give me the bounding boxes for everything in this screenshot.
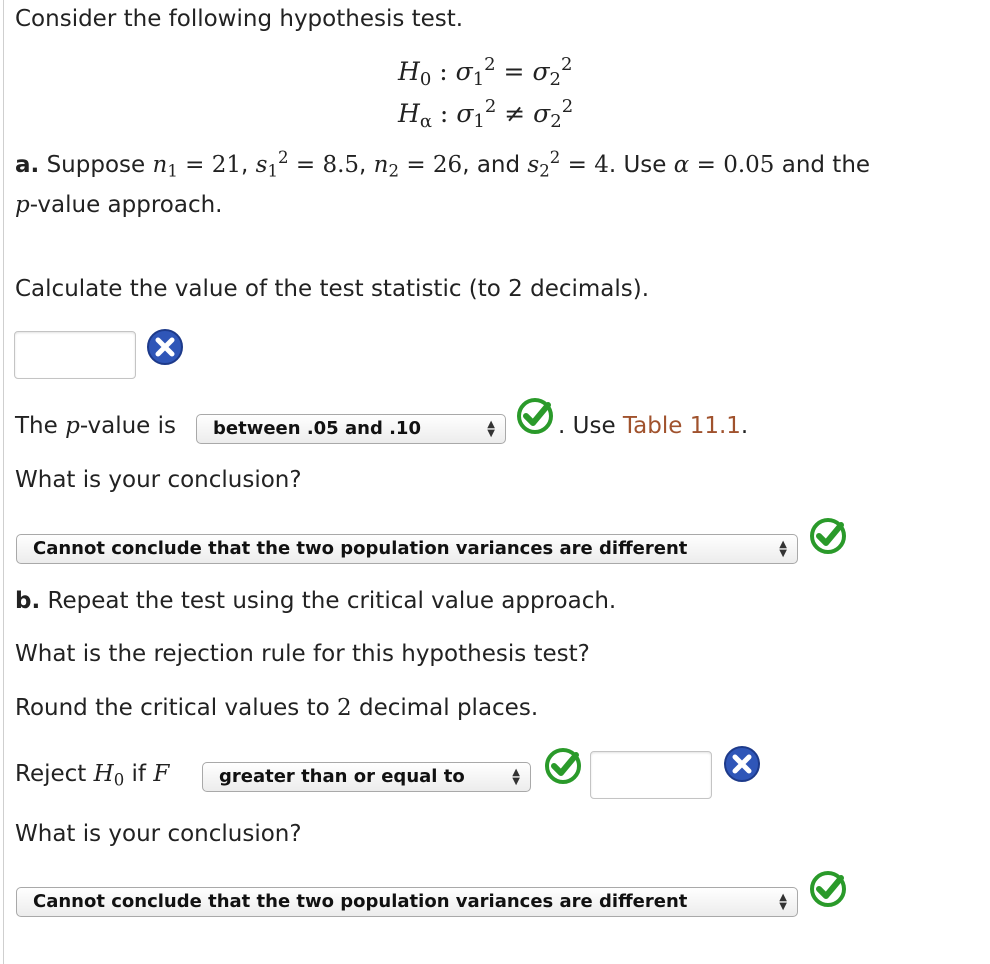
conclusion-select-a[interactable]: Cannot conclude that the two population variances are different ▲ ▼ — [16, 534, 798, 564]
updown-arrows-icon: ▲ ▼ — [512, 767, 520, 787]
x-circle-icon — [145, 327, 185, 367]
reject-label: Reject $H_0$ if F — [15, 761, 170, 790]
critical-value-input[interactable] — [590, 751, 712, 799]
null-hypothesis: $H_0$ : $\sigma_1^2 = \sigma_2^2$ — [398, 54, 573, 90]
check-circle-icon — [808, 515, 848, 555]
table-11-1-link[interactable]: Table 11.1 — [622, 413, 741, 439]
part-a-statement: a. Suppose $n_1 = 21$, $s_1^2 = 8.5$, $n_2 = 26$, and $s_2^2 = 4$. Use α = 0.05 and the — [15, 148, 871, 181]
part-b-statement: b. Repeat the test using the critical value approach. — [15, 588, 617, 614]
pvalue-label: The p-value is — [15, 413, 177, 439]
use-table-text: . Use Table 11.1. — [558, 413, 749, 439]
conclusion-select-b[interactable]: Cannot conclude that the two population variances are different ▲ ▼ — [16, 887, 798, 917]
x-circle-icon — [722, 744, 762, 784]
rejection-rule-select[interactable]: greater than or equal to ▲ ▼ — [202, 762, 531, 792]
intro-text: Consider the following hypothesis test. — [15, 6, 464, 32]
check-circle-icon — [515, 395, 555, 435]
calc-prompt: Calculate the value of the test statistic (to 2 decimals). — [15, 276, 650, 302]
test-statistic-input[interactable] — [14, 331, 136, 379]
updown-arrows-icon: ▲ ▼ — [487, 419, 495, 439]
updown-arrows-icon: ▲ ▼ — [779, 539, 787, 559]
round-instruction: Round the critical values to 2 decimal places. — [15, 695, 539, 721]
updown-arrows-icon: ▲ ▼ — [779, 892, 787, 912]
check-circle-icon — [808, 868, 848, 908]
conclusion-question-b: What is your conclusion? — [15, 821, 302, 847]
rejection-rule-question: What is the rejection rule for this hypothesis test? — [15, 641, 590, 667]
alternative-hypothesis: $H_\alpha$ : $\sigma_1^2 \ne \sigma_2^2$ — [398, 96, 574, 132]
conclusion-question-a: What is your conclusion? — [15, 467, 302, 493]
part-a-approach: p-value approach. — [15, 192, 223, 218]
check-circle-icon — [543, 745, 583, 785]
pvalue-select[interactable]: between .05 and .10 ▲ ▼ — [196, 414, 506, 444]
left-border — [3, 0, 4, 964]
